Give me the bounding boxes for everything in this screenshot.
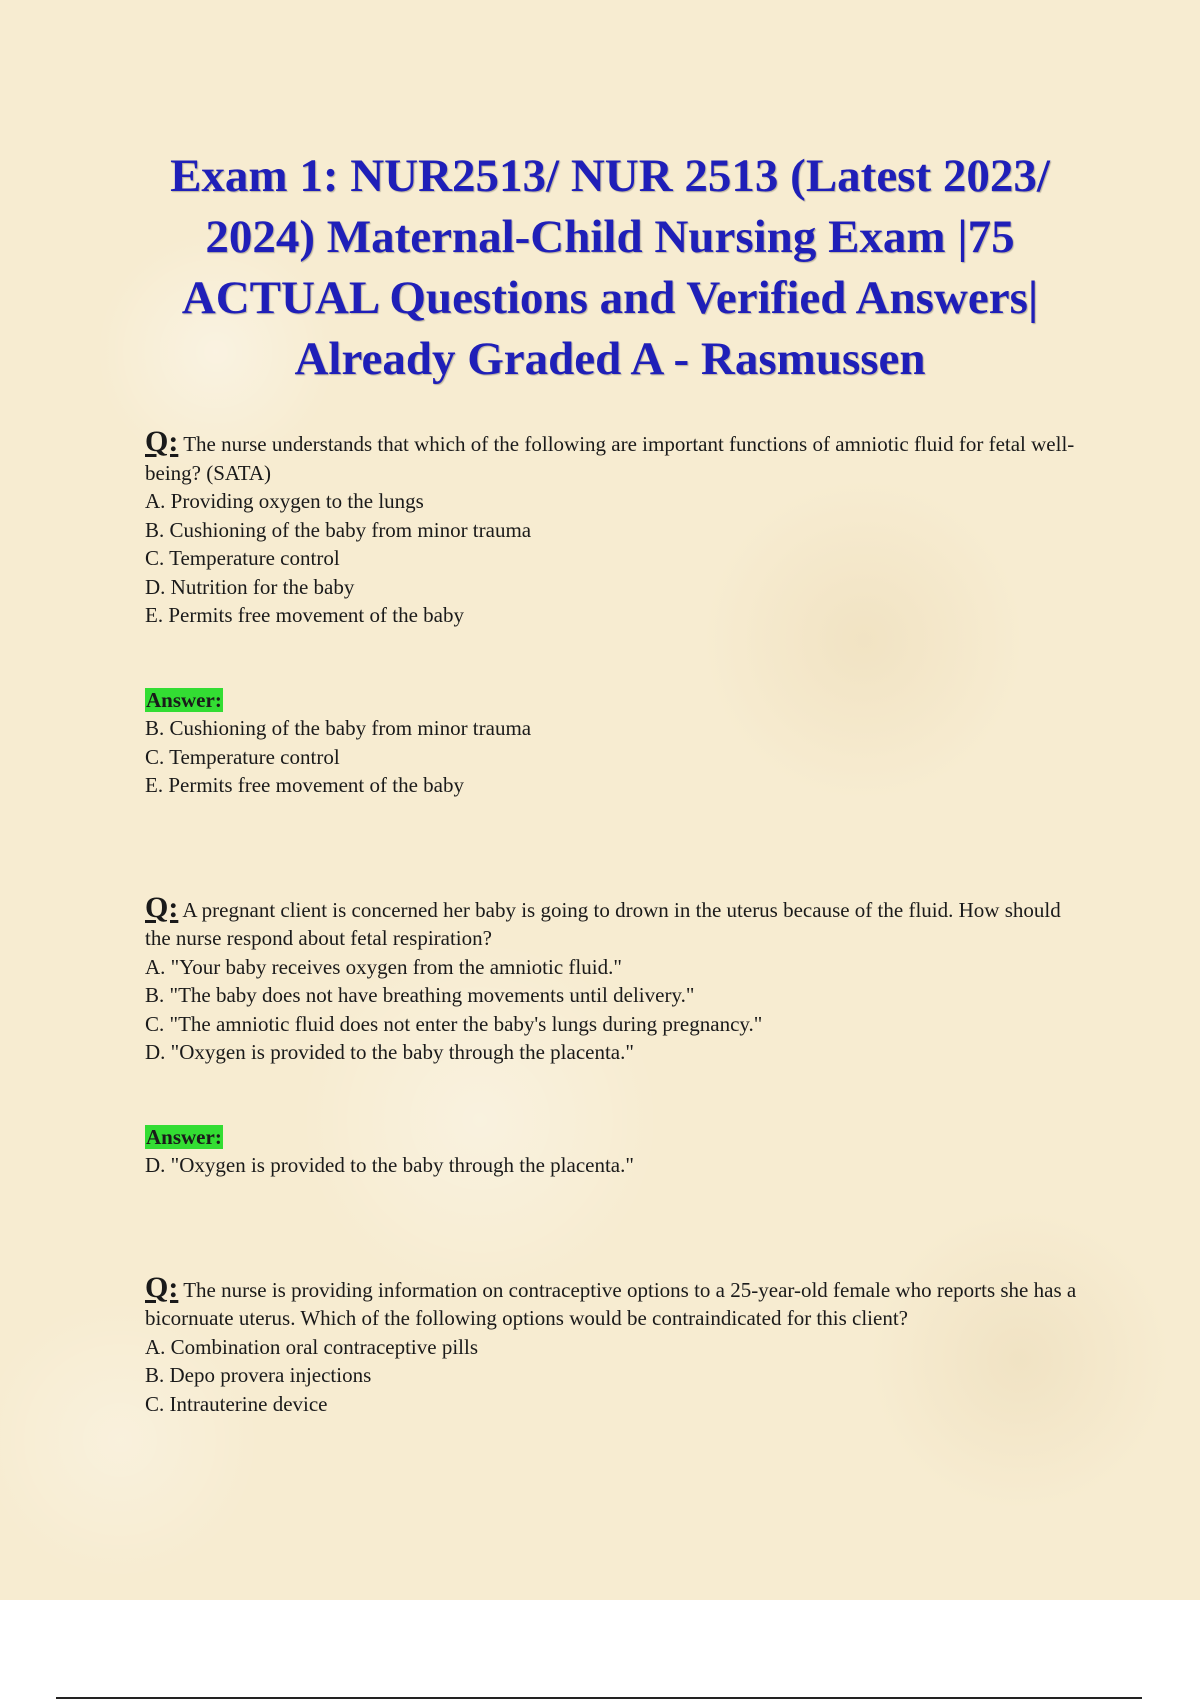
question-1-option-b: B. Cushioning of the baby from minor trauma (145, 517, 532, 542)
question-3-marker: Q: (145, 1270, 179, 1304)
page-bottom-rule (56, 1697, 1142, 1699)
question-3-option-c: C. Intrauterine device (145, 1391, 328, 1416)
question-2-marker: Q: (145, 890, 179, 924)
question-2-prompt: A pregnant client is concerned her baby is going to drown in the uterus because of the fluid. How should the nurse respond about fetal respiration? (145, 897, 1061, 950)
question-2-option-c: C. "The amniotic fluid does not enter the baby's lungs during pregnancy." (145, 1011, 763, 1036)
question-1-answer-2: C. Temperature control (145, 744, 340, 769)
question-2-answer (145, 1123, 1085, 1180)
question-1-answer (145, 686, 1085, 800)
question-1-marker: Q: (145, 425, 179, 458)
question-2-option-a: A. "Your baby receives oxygen from the amniotic fluid." (145, 954, 622, 979)
question-2-answer-1: D. "Oxygen is provided to the baby through the placenta." (145, 1153, 634, 1177)
question-3-option-a: A. Combination oral contraceptive pills (145, 1334, 479, 1359)
document-title: Exam 1: NUR2513/ NUR 2513 (Latest 2023/ 2024) Maternal-Child Nursing Exam |75 ACTUAL Questions and Verified Answers| Already Graded A - Rasmussen (170, 150, 1050, 385)
question-spacer (145, 1180, 1085, 1274)
question-1-option-a: A. Providing oxygen to the lungs (145, 489, 424, 513)
question-3-prompt: The nurse is providing information on contraceptive options to a 25-year-old female who reports she has a bicornuate uterus. Which of the following options would be contraindicated for this client? (145, 1277, 1077, 1330)
document-body (145, 425, 1085, 1418)
question-1 (145, 425, 1085, 800)
question-3-option-b: B. Depo provera injections (145, 1363, 372, 1387)
question-1-option-c: C. Temperature control (145, 546, 340, 570)
answer-label: Answer: (146, 1124, 222, 1149)
question-2 (145, 890, 1085, 1180)
question-2-option-b: B. "The baby does not have breathing movements until delivery." (145, 983, 695, 1007)
question-2-option-d: D. "Oxygen is provided to the baby through the placenta." (145, 1040, 634, 1064)
question-1-prompt-line (145, 425, 1085, 487)
question-3 (145, 1270, 1085, 1419)
answer-label: Answer: (146, 687, 222, 712)
question-1-option-d: D. Nutrition for the baby (145, 574, 355, 599)
question-1-answer-3: E. Permits free movement of the baby (145, 773, 464, 797)
question-1-prompt: The nurse understands that which of the following are important functions of amniotic fluid for fetal well-being? (SATA) (145, 432, 1075, 485)
question-2-prompt-line (145, 890, 1085, 953)
question-1-answer-1: B. Cushioning of the baby from minor trauma (145, 716, 532, 740)
question-3-prompt-line (145, 1270, 1085, 1333)
question-1-option-e: E. Permits free movement of the baby (145, 603, 464, 627)
question-spacer (145, 800, 1085, 894)
